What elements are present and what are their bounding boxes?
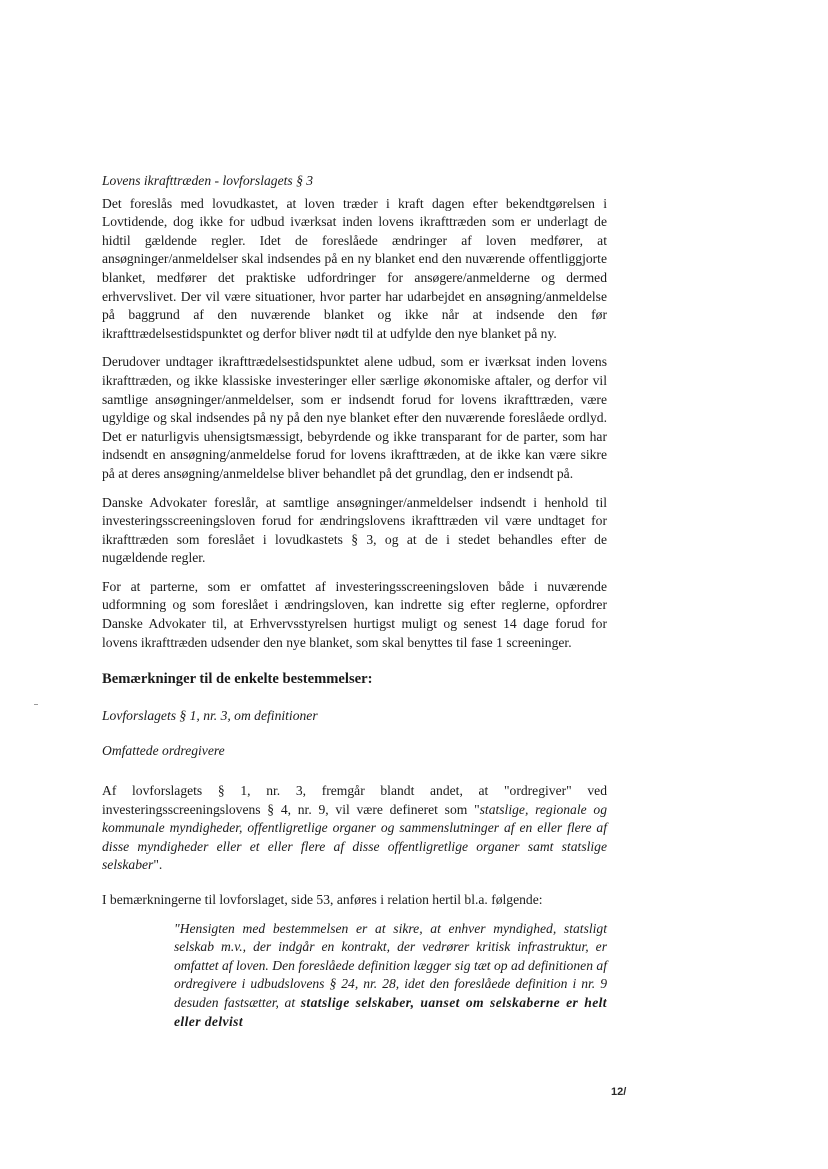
remarks-heading: Bemærkninger til de enkelte bestemmelser: [102,671,373,688]
paragraph-4: For at parterne, som er omfattet af investeringsscreeningsloven både i nuværende udformning og som foreslået i ændringsloven, kan indrette sig efter reglerne, opfordrer Danske Advokater til, at Erhvervsstyrelsen hurtigst muligt og senest 14 dage forud for lovens ikrafttræden udsender den nye blanket, som skal benyttes til fase 1 screeninger. [102,578,607,650]
paragraph-1: Det foreslås med lovudkastet, at loven træder i kraft dagen efter bekendtgørelsen i Lovtidende, dog ikke for udbud iværksat inden lovens ikrafttræden som er underlagt de hidtil gældende regler. Idet de foreslåede ændringer af loven medfører, at ansøgninger/anmeldelser skal indsendes på en ny blanket end den nuværende offentliggjorte blanket, medfører det praktiske udfordringer for ansøgere/anmelderne og dermed erhvervslivet. Der vil være situationer, hvor parter har udarbejdet en ansøgning/anmeldelse på baggrund af den nuværende blanket og ikke når at indsende den før ikrafttrædelsestidspunktet og derfor bliver nødt til at udfylde den nye blanket på ny. [102,195,607,341]
definition-quote: statslige, regionale og kommunale myndigheder, offentligretlige organer og sammenslutninger af en eller flere af disse myndigheder eller et eller flere af disse offentligretlige organer samt statslige selskaber [102,801,607,873]
remarks-intro: I bemærkningerne til lovforslaget, side 53, anføres i relation hertil bl.a. følgende: [102,892,543,907]
block-quote [174,920,607,1032]
subheading-definitions: Lovforslagets § 1, nr. 3, om definitioner [102,707,318,723]
margin-mark [34,704,38,705]
paragraph-2: Derudover undtager ikrafttrædelsestidspunktet alene udbud, som er iværksat inden lovens ikrafttræden, og ikke klassiske investeringer eller særlige økonomiske aftaler, og derfor vil samtlige ansøgninger/anmeldelser, som er indsendt forud for lovens ikrafttræden, være ugyldige og skal indsendes på ny på den nye blanket efter den nuværende foreslåede ordlyd. Det er naturligvis uhensigtsmæssigt, bebyrdende og ikke transparant for de parter, som har indsendt en ansøgning/anmeldelse forud for lovens ikrafttræden, at de ikke kan være sikre på at deres ansøgning/anmeldelse bliver behandlet på det grundlag, den er indsendt på. [102,354,607,481]
block-quote-text: "Hensigten med bestemmelsen er at sikre, at enhver myndighed, statsligt selskab m.v., der indgår en kontrakt, der vedrører kritisk infrastruktur, er omfattet af loven. Den foreslåede definition lægger sig tæt op ad definitionen af ordregivere i udbudslovens § 24, nr. 28, idet den foreslåede definition i nr. 9 desuden fastsætter, at [174,920,607,1010]
section-title: Lovens ikrafttræden - lovforslagets § 3 [102,173,314,188]
definition-intro: Af lovforslagets § 1, nr. 3, fremgår blandt andet, at "ordregiver" ved investeringsscreeningslovens § 4, nr. 9, vil være defineret som " [102,783,607,817]
page-number: 12/ [611,1086,627,1098]
subheading-contracting-authorities: Omfattede ordregivere [102,743,225,759]
definition-paragraph [102,782,607,875]
block-quote-emphasis: statslige selskaber, uanset om selskaberne er helt eller delvist [174,994,607,1029]
paragraph-3: Danske Advokater foreslår, at samtlige ansøgninger/anmeldelser indsendt i henhold til investeringsscreeningsloven forud for ændringslovens ikrafttræden vil være undtaget for ikrafttræden som foreslået i lovudkastets § 3, og at de i stedet behandles efter de nugældende regler. [102,494,607,566]
document-page [102,172,607,1031]
definition-end: ". [153,857,163,873]
